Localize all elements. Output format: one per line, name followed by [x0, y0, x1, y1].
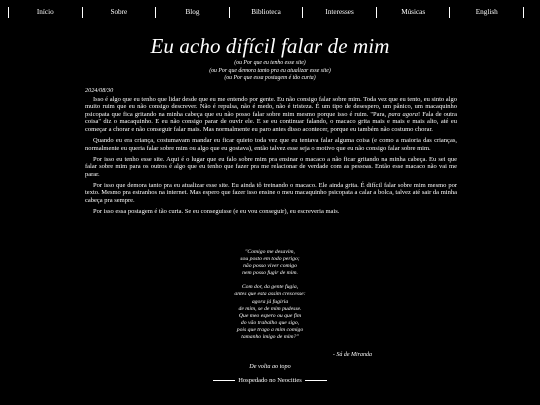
paragraph-5: Por isso essa postagem é tão curta. Se eu conseguisse (e eu vou conseguir), eu escreveria mais.	[93, 207, 340, 215]
poem-line: pois que trago a mim comigo	[236, 326, 304, 333]
paragraph-1-em: para agora	[388, 110, 419, 118]
post-body	[85, 87, 457, 219]
poem-stanza-2	[200, 284, 340, 341]
nav-inicio[interactable]: Início	[8, 7, 82, 18]
poem-line: do vão trabalho que sigo,	[240, 319, 300, 326]
subtitle-3: (ou Por que essa postagem é tão curta)	[224, 75, 316, 81]
poem-line: Com dor, da gente fugia,	[241, 284, 299, 291]
poem-line: sou posto em todo perigo;	[240, 256, 300, 263]
paragraph-3: Por isso eu tenho esse site. Aqui é o lugar que eu falo sobre mim pra ensinar o macaco a não ficar gritando na minha cabeça. Eu sei que falar sobre mim para os outros é algo que eu tenho que fazer pra me relacionar de verdade com as pessoas. Então esse macaco não vai me parar.	[85, 155, 457, 178]
poem-line: antes que esta assim crescesse:	[234, 291, 306, 298]
paragraph-1	[85, 96, 457, 134]
nav-sobre[interactable]: Sobre	[82, 7, 156, 18]
nav-biblioteca[interactable]: Biblioteca	[229, 7, 303, 18]
subtitle-1: (ou Por que eu tenho esse site)	[234, 60, 306, 66]
poem-line: Que meo espero ou que fim	[238, 312, 302, 319]
paragraph-4: Por isso que demora tanto pra eu atualizar esse site. Eu ainda tô treinando o macaco. Ele ainda grita. É difícil falar sobre mim mesmo por texto. Mesmo pra estranhos na internet. Mas espero que fazer isso ensine o meu macaquinho psicopata a calar a bolca, talvez até sair da minha cabeça pra sempre.	[85, 181, 457, 204]
nav-blog[interactable]: Blog	[155, 7, 229, 18]
poem-line: agora já fugiria	[251, 298, 289, 305]
nav-english[interactable]: English	[449, 7, 524, 18]
poem	[200, 249, 340, 348]
paragraph-1-b: ! Fala de outra coisa" diz o macaquinho. E eu não consigo parar de ouvir ele. E se eu continuar falando, o macaco grita mais e mais e mais alto, até eu começar a chorar e não conseguir falar mais. Mas normalmente eu paro antes disso acontecer, porque eu também não costumo chorar.	[85, 110, 457, 133]
back-to-top-link[interactable]: De volta ao topo	[249, 363, 291, 370]
subtitle-2: (ou Por que demora tanto pra eu atualizar esse site)	[209, 67, 331, 74]
subtitles	[0, 60, 540, 83]
top-nav	[8, 7, 524, 18]
hosted-footer	[0, 377, 540, 384]
poem-line: nem posso fugir de mim.	[242, 270, 298, 277]
post-date: 2024/08/30	[85, 87, 114, 94]
poem-line: de mim, se de mim pudesse.	[238, 305, 302, 312]
paragraph-1-a: Isso é algo que eu tenho que lidar desde que eu me entendo por gente. Eu não consigo falar sobre mim. Toda vez que eu tento, eu sinto algo muito ruim que eu não consigo descrever. Não é repulsa, não é medo, não é tristeza. É um tipo de desespero, um pânico, um macaquinho psicopata que fica gritando na minha cabeça que eu não posso falar sobre mim mesmo porque isso é ruim. "Para,	[85, 95, 457, 118]
divider-right	[305, 380, 327, 381]
poem-stanza-1	[200, 249, 340, 277]
page-title: Eu acho difícil falar de mim	[150, 34, 390, 58]
poem-line: não posso viver comigo	[243, 263, 297, 270]
hosted-text[interactable]: Hospedado no Neocities	[238, 377, 302, 384]
nav-interesses[interactable]: Interesses	[302, 7, 376, 18]
nav-musicas[interactable]: Músicas	[376, 7, 450, 18]
poem-line: "Comigo me desavim,	[245, 249, 295, 255]
poem-line: tamanho imigo de mim?"	[241, 334, 299, 341]
poem-author: - Sá de Miranda	[332, 352, 372, 358]
paragraph-2: Quando eu era criança, costumavam mandar eu ficar quieto toda vez que eu tentava falar alguma coisa (e como a maioria das crianças, normalmente eu queria falar sobre mim ou algo que eu gostava), então talvez esse seja o motivo que eu não consigo falar sobre mim.	[85, 136, 457, 152]
divider-left	[213, 380, 235, 381]
